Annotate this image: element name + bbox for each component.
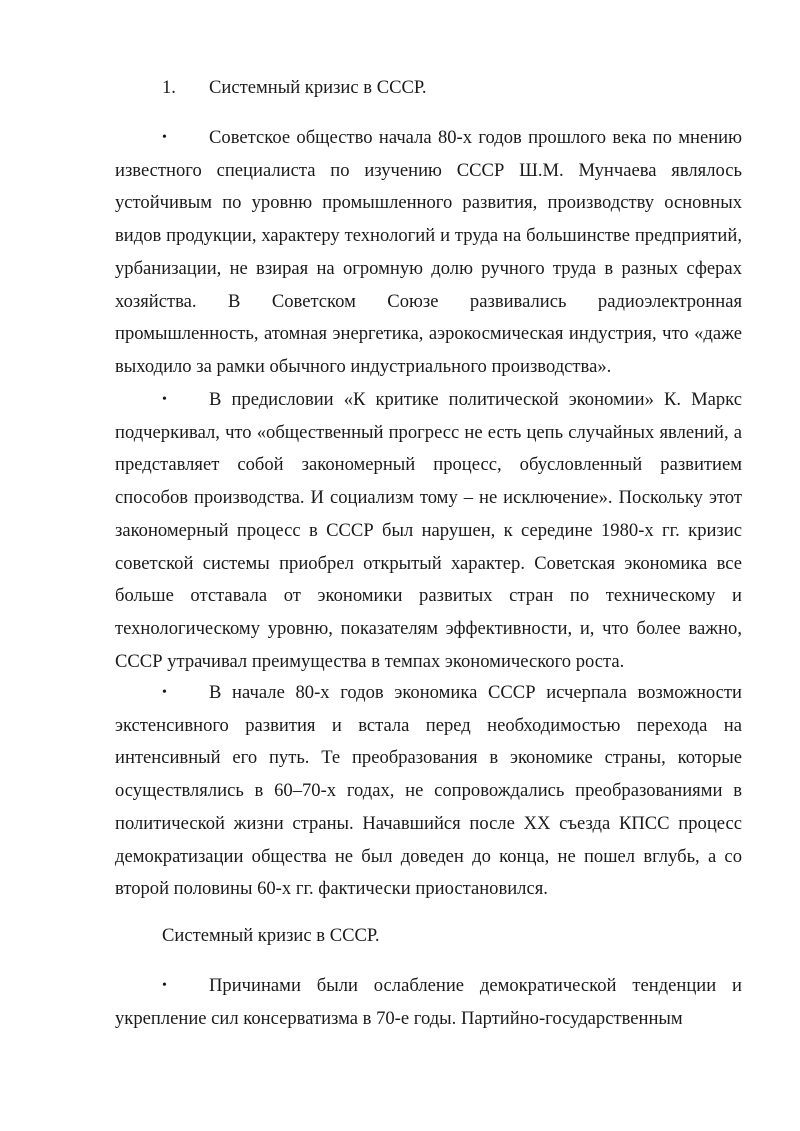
paragraph: [115, 677, 742, 906]
paragraph: [115, 122, 742, 384]
bullet-icon: •: [162, 392, 167, 407]
paragraph-text: В предисловии «К критике политической экономии» К. Маркс подчеркивал, что «общественный прогресс не есть цепь случайных явлений, а представляет собой закономерный процесс, обусловленный развитием способов производства. И социализм тому – не исключение». Поскольку этот закономерный процесс в СССР был нарушен, к середине 1980-х гг. кризис советской системы приобрел открытый характер. Советская экономика все больше отставала от экономики развитых стран по техническому и технологическому уровню, показателям эффективности, и, что более важно, СССР утрачивал преимущества в темпах экономического роста.: [115, 389, 742, 672]
paragraph-text: Причинами были ослабление демократической тенденции и укрепление сил консерватизма в 70-е годы. Партийно-государственным: [115, 975, 742, 1029]
bullet-icon: •: [162, 130, 167, 145]
subheading: Системный кризис в СССР.: [162, 925, 380, 946]
paragraph-text: В начале 80-х годов экономика СССР исчерпала возможности экстенсивного развития и встала перед необходимостью перехода на интенсивный его путь. Те преобразования в экономике страны, которые осуществлялись в 60–70-х годах, не сопровождались преобразованиями в политической жизни страны. Начавшийся после XX съезда КПСС процесс демократизации общества не был доведен до конца, не пошел вглубь, а со второй половины 60-х гг. фактически приостановился.: [115, 682, 742, 900]
section-heading: [115, 72, 742, 105]
section-number: 1.: [162, 77, 176, 98]
paragraph-text: Советское общество начала 80-х годов прошлого века по мнению известного специалиста по изучению СССР Ш.М. Мунчаева являлось устойчивым по уровню промышленного развития, производству основных видов продукции, характеру технологий и труда на большинстве предприятий, урбанизации, не взирая на огромную долю ручного труда в разных сферах хозяйства. В Советском Союзе развивались радиоэлектронная промышленность, атомная энергетика, аэрокосмическая индустрия, что «даже выходило за рамки обычного индустриального производства».: [115, 127, 742, 377]
paragraph: [115, 970, 742, 1035]
bullet-icon: •: [162, 978, 167, 993]
paragraph: [115, 384, 742, 678]
section-title: Системный кризис в СССР.: [209, 77, 427, 98]
bullet-icon: •: [162, 685, 167, 700]
